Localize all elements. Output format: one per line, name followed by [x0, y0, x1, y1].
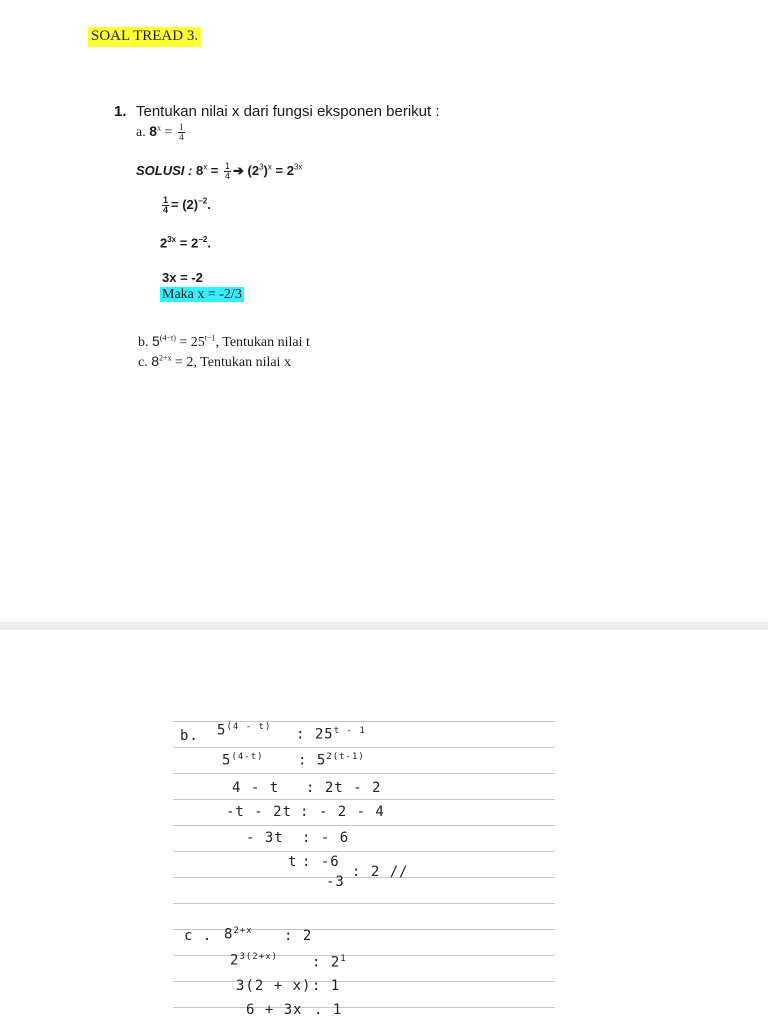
part-b: b. $5^{(4-t)} = 25^{t-1}$, Tentukan nilai t	[138, 333, 310, 350]
hw-c-line-3-left: 3(2 + x)	[236, 978, 312, 994]
hw-b-line-6-right: : -6	[302, 854, 340, 870]
hw-b-line-3-left: 4 - t	[232, 780, 280, 796]
question-number: 1.	[114, 103, 127, 120]
hw-b-line-6-left: t	[288, 854, 298, 870]
ruled-line	[173, 773, 555, 774]
hw-c-label: c .	[184, 928, 213, 944]
hw-c-line-4-right: . 1	[314, 1002, 343, 1018]
ruled-line	[173, 851, 555, 852]
hw-c-line-3-right: : 1	[312, 978, 341, 994]
ruled-line	[173, 903, 555, 904]
solution-line-1: SOLUSI : $8^x$ = $\frac{1}{4}$ ➔ $(2^3)^x = 2^{3x}$	[136, 161, 303, 181]
hw-b-line-2-right: : $5^{2(t-1)}$	[298, 752, 365, 769]
document-title: SOAL TREAD 3.	[88, 27, 201, 47]
hw-c-line-1-right: : 2	[284, 928, 313, 944]
solution-line-2: $\frac{1}{4}$ = $(2)^{-2}$.	[162, 195, 211, 215]
fraction: $\frac{1}{4}$	[179, 122, 184, 143]
hw-b-line-5-right: : - 6	[302, 830, 350, 846]
hw-b-result: : 2 //	[352, 864, 409, 880]
ruled-line	[173, 1007, 555, 1008]
arrow-icon: ➔	[233, 162, 244, 178]
ruled-line	[173, 747, 555, 748]
hw-b-line-4-left: -t - 2t	[226, 804, 293, 820]
handwritten-page	[0, 630, 768, 1024]
ruled-line	[173, 825, 555, 826]
hw-c-line-2-right: : $2^1$	[312, 954, 347, 971]
question-text: Tentukan nilai x dari fungsi eksponen berikut :	[136, 103, 440, 120]
hw-c-line-4-left: 6 + 3x	[246, 1002, 303, 1018]
solution-answer: Maka x = -2/3	[162, 287, 242, 302]
hw-b-line-2-left: 5$^{(4-t)}$	[222, 752, 264, 769]
solution-line-4: 3x = -2	[162, 270, 203, 285]
hw-b-line-5-left: - 3t	[246, 830, 284, 846]
hw-c-line-2-left: $2^{3(2+x)}$	[230, 952, 278, 969]
page-divider	[0, 622, 768, 630]
hw-b-line-4-right: : - 2 - 4	[300, 804, 385, 820]
hw-c-line-1-left: $8^{2+x}$	[224, 926, 253, 943]
part-c: c. $8^{2+x} = 2$, Tentukan nilai x	[138, 353, 291, 370]
hw-b-line-3-right: : 2t - 2	[306, 780, 382, 796]
hw-b-line-6-denominator: -3	[326, 874, 345, 890]
ruled-line	[173, 981, 555, 982]
question-1	[114, 103, 440, 120]
part-a: a. $8^x$ = $\frac{1}{4}$	[136, 122, 184, 143]
solution-line-3: $2^{3x} = 2^{-2}$.	[160, 235, 211, 251]
hw-b-line-1-right: : 25$^{t - 1}$	[296, 726, 366, 743]
ruled-line	[173, 799, 555, 800]
hw-b-label: b.	[180, 728, 199, 744]
hw-b-line-1-left: 5$^{(4 - t)}$	[217, 722, 272, 739]
